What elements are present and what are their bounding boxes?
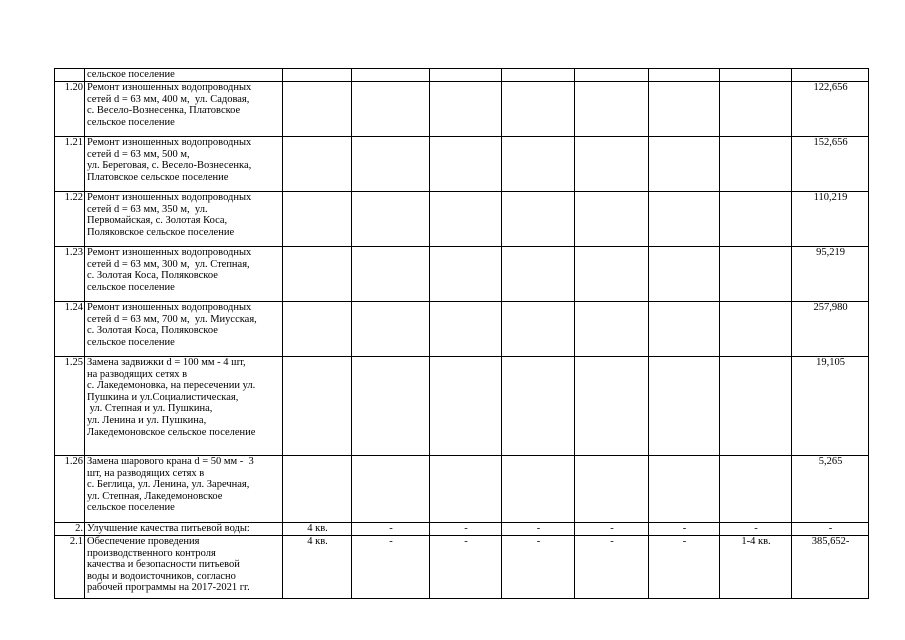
amount-cell: 110,219	[792, 192, 869, 247]
period-cell	[649, 302, 720, 357]
description-line: Улучшение качества питьевой воды:	[87, 523, 250, 534]
description-line: сельское поселение	[87, 69, 175, 80]
row-description	[85, 357, 283, 456]
period-cell	[430, 247, 502, 302]
description-line: Первомайская, с. Золотая Коса,	[87, 215, 228, 227]
amount-cell: 122,656	[792, 82, 869, 137]
period-cell	[575, 69, 649, 82]
description-line: Ремонт изношенных водопроводных	[87, 137, 252, 148]
period-cell	[352, 192, 430, 247]
row-description	[85, 192, 283, 247]
description-line: Обеспечение проведения	[87, 536, 200, 547]
description-line: Ремонт изношенных водопроводных	[87, 302, 252, 313]
amount-cell: -	[792, 523, 869, 536]
period-cell	[430, 302, 502, 357]
row-number: 1.25	[55, 357, 85, 456]
description-line: рабочей программы на 2017-2021 гг.	[87, 582, 250, 594]
period-cell	[720, 357, 792, 456]
row-number: 2.	[55, 523, 85, 536]
period-cell: -	[575, 536, 649, 599]
period-cell	[575, 302, 649, 357]
amount-cell: 257,980	[792, 302, 869, 357]
period-cell	[575, 192, 649, 247]
description-line: Ремонт изношенных водопроводных	[87, 192, 252, 203]
period-cell	[430, 456, 502, 523]
description-line: Поляковское сельское поселение	[87, 226, 235, 238]
period-cell: -	[575, 523, 649, 536]
table-row	[55, 82, 869, 137]
period-cell	[352, 82, 430, 137]
period-cell	[430, 137, 502, 192]
period-cell: -	[502, 523, 575, 536]
description-line: сетей d = 63 мм, 400 м, ул. Садовая,	[87, 93, 250, 105]
period-cell	[720, 302, 792, 357]
row-description	[85, 69, 283, 82]
period-cell	[720, 192, 792, 247]
period-cell	[283, 82, 352, 137]
period-cell	[649, 456, 720, 523]
period-cell	[649, 69, 720, 82]
period-cell: -	[430, 523, 502, 536]
description-line: сельское поселение	[87, 281, 175, 293]
period-cell: -	[430, 536, 502, 599]
description-line: Замена задвижки d = 100 мм - 4 шт,	[87, 357, 246, 368]
period-cell: 1-4 кв.	[720, 536, 792, 599]
period-cell	[283, 357, 352, 456]
row-number: 1.21	[55, 137, 85, 192]
period-cell	[502, 82, 575, 137]
description-line: с. Золотая Коса, Поляковское	[87, 325, 218, 337]
row-number: 1.22	[55, 192, 85, 247]
amount-cell: 152,656	[792, 137, 869, 192]
amount-cell	[792, 69, 869, 82]
row-description	[85, 137, 283, 192]
period-cell	[502, 456, 575, 523]
period-cell	[430, 69, 502, 82]
period-cell	[720, 247, 792, 302]
period-cell	[352, 69, 430, 82]
period-cell	[502, 247, 575, 302]
table-row	[55, 192, 869, 247]
amount-cell: 19,105	[792, 357, 869, 456]
period-cell	[720, 69, 792, 82]
period-cell	[720, 456, 792, 523]
description-line: сетей d = 63 мм, 350 м, ул.	[87, 203, 208, 215]
description-line: производственного контроля	[87, 547, 216, 559]
period-cell	[283, 192, 352, 247]
period-cell	[352, 247, 430, 302]
description-line: сельское поселение	[87, 116, 175, 128]
table-body	[55, 69, 869, 599]
period-cell: -	[649, 523, 720, 536]
description-line: Ремонт изношенных водопроводных	[87, 82, 252, 93]
description-line: Пушкина и ул.Социалистическая,	[87, 391, 239, 403]
row-number: 1.23	[55, 247, 85, 302]
table-row	[55, 137, 869, 192]
period-cell	[575, 456, 649, 523]
table-row	[55, 357, 869, 456]
row-description	[85, 247, 283, 302]
description-line: воды и водоисточников, согласно	[87, 570, 236, 582]
period-cell	[502, 192, 575, 247]
period-cell	[575, 357, 649, 456]
period-cell	[283, 69, 352, 82]
description-line: с. Лакедемоновка, на пересечении ул.	[87, 380, 256, 392]
description-line: с. Золотая Коса, Поляковское	[87, 270, 218, 282]
amount-cell: 95,219	[792, 247, 869, 302]
period-cell	[283, 247, 352, 302]
period-cell	[649, 247, 720, 302]
period-cell	[575, 137, 649, 192]
table-row	[55, 523, 869, 536]
description-line: сельское поселение	[87, 502, 175, 514]
amount-cell: 5,265	[792, 456, 869, 523]
description-line: Лакедемоновское сельское поселение	[87, 426, 256, 438]
period-cell: -	[720, 523, 792, 536]
period-cell: -	[352, 536, 430, 599]
period-cell: 4 кв.	[283, 523, 352, 536]
period-cell	[649, 192, 720, 247]
description-line: ул. Степная и ул. Пушкина,	[87, 403, 213, 415]
description-line: Замена шарового крана d = 50 мм - 3	[87, 456, 254, 467]
description-line: Платовское сельское поселение	[87, 171, 229, 183]
amount-cell: 385,652-	[792, 536, 869, 599]
table-row	[55, 302, 869, 357]
description-line: сельское поселение	[87, 336, 175, 348]
period-cell	[502, 137, 575, 192]
period-cell	[575, 82, 649, 137]
period-cell: -	[352, 523, 430, 536]
period-cell: -	[502, 536, 575, 599]
period-cell	[575, 247, 649, 302]
row-number: 1.24	[55, 302, 85, 357]
row-number: 1.26	[55, 456, 85, 523]
description-line: с. Весело-Вознесенка, Платовское	[87, 105, 241, 117]
period-cell: -	[649, 536, 720, 599]
period-cell: 4 кв.	[283, 536, 352, 599]
table-row	[55, 247, 869, 302]
row-description	[85, 536, 283, 599]
row-description	[85, 456, 283, 523]
period-cell	[283, 302, 352, 357]
description-line: сетей d = 63 мм, 700 м, ул. Миусская,	[87, 313, 257, 325]
row-number: 2.1	[55, 536, 85, 599]
description-line: качества и безопасности питьевой	[87, 559, 240, 571]
table-row	[55, 69, 869, 82]
description-line: на разводящих сетях в	[87, 368, 188, 380]
period-cell	[352, 456, 430, 523]
description-line: шт, на разводящих сетях в	[87, 467, 205, 479]
description-line: сетей d = 63 мм, 500 м,	[87, 148, 190, 160]
period-cell	[352, 302, 430, 357]
period-cell	[352, 137, 430, 192]
description-line: ул. Ленина и ул. Пушкина,	[87, 414, 207, 426]
period-cell	[502, 302, 575, 357]
table-row	[55, 536, 869, 599]
table-row	[55, 456, 869, 523]
row-number: 1.20	[55, 82, 85, 137]
period-cell	[720, 82, 792, 137]
period-cell	[283, 456, 352, 523]
period-cell	[430, 192, 502, 247]
description-line: ул. Береговая, с. Весело-Вознесенка,	[87, 160, 252, 172]
period-cell	[352, 357, 430, 456]
period-cell	[430, 82, 502, 137]
row-description	[85, 302, 283, 357]
period-cell	[502, 357, 575, 456]
description-line: ул. Степная, Лакедемоновское	[87, 490, 223, 502]
period-cell	[649, 357, 720, 456]
period-cell	[283, 137, 352, 192]
budget-table	[54, 68, 869, 599]
description-line: сетей d = 63 мм, 300 м, ул. Степная,	[87, 258, 250, 270]
period-cell	[649, 137, 720, 192]
row-description	[85, 523, 283, 536]
period-cell	[502, 69, 575, 82]
row-description	[85, 82, 283, 137]
period-cell	[649, 82, 720, 137]
description-line: с. Беглица, ул. Ленина, ул. Заречная,	[87, 479, 250, 491]
row-number	[55, 69, 85, 82]
description-line: Ремонт изношенных водопроводных	[87, 247, 252, 258]
period-cell	[430, 357, 502, 456]
period-cell	[720, 137, 792, 192]
